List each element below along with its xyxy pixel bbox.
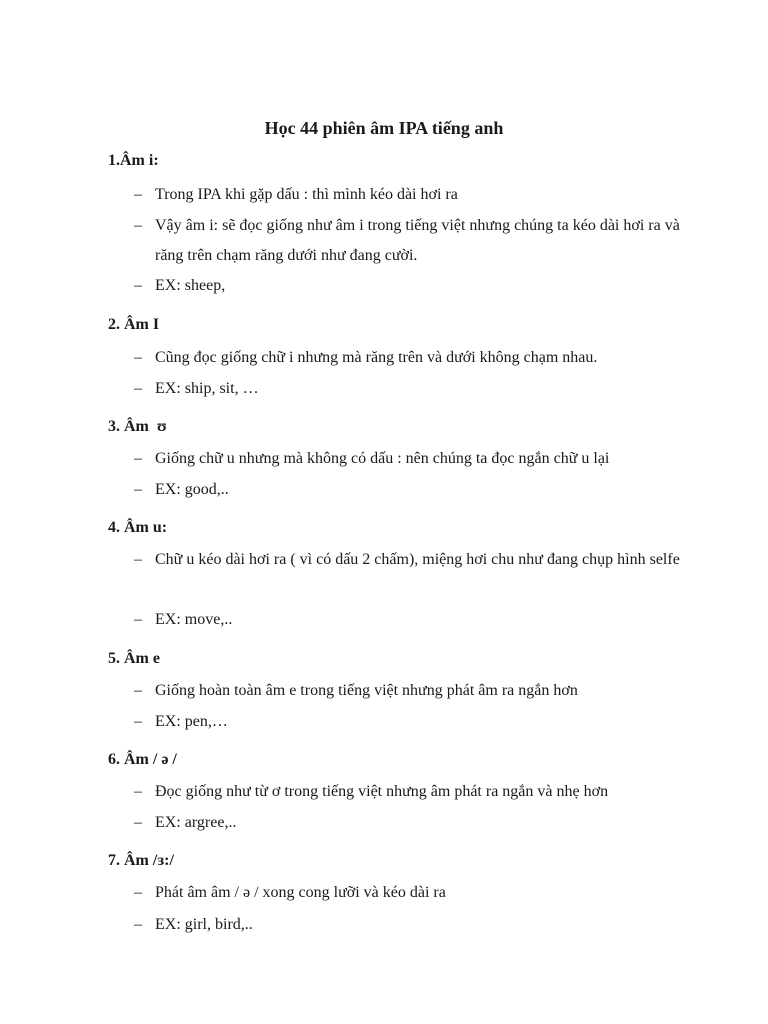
document-title: Học 44 phiên âm IPA tiếng anh (264, 118, 504, 138)
section-heading-3: 3. Âm ʊ (108, 418, 167, 435)
bullet-text: EX: ship, sit, … (155, 380, 259, 397)
bullet-text: EX: move,.. (155, 611, 233, 628)
dash-marker: – (134, 450, 142, 467)
bullet-item (134, 808, 694, 838)
section-heading-7: 7. Âm /ɜ:/ (108, 852, 174, 869)
bullet-item (134, 605, 694, 635)
dash-marker: – (134, 551, 142, 568)
bullet-item (134, 777, 694, 807)
bullet-text: Giống hoàn toàn âm e trong tiếng việt nhưng phát âm ra ngắn hơn (155, 682, 578, 699)
section-heading-5: 5. Âm e (108, 650, 160, 667)
bullet-item (134, 910, 694, 940)
bullet-text: EX: sheep, (155, 277, 226, 294)
dash-marker: – (134, 217, 142, 234)
dash-marker: – (134, 481, 142, 498)
bullet-item (134, 707, 694, 737)
dash-marker: – (134, 611, 142, 628)
bullet-text: EX: girl, bird,.. (155, 916, 253, 933)
dash-marker: – (134, 783, 142, 800)
bullet-text: EX: pen,… (155, 713, 228, 730)
bullet-item (134, 343, 694, 373)
bullet-item (134, 374, 694, 404)
bullet-text: Chữ u kéo dài hơi ra ( vì có dấu 2 chấm), miệng hơi chu như đang chụp hình selfe (155, 551, 680, 568)
bullet-item (134, 475, 694, 505)
bullet-text: Đọc giống như từ ơ trong tiếng việt nhưng âm phát ra ngắn và nhẹ hơn (155, 783, 609, 800)
dash-marker: – (134, 814, 142, 831)
bullet-item (134, 444, 694, 474)
section-heading-4: 4. Âm u: (108, 519, 168, 536)
bullet-item (134, 180, 694, 210)
bullet-text: EX: good,.. (155, 481, 229, 498)
section-heading-1: 1.Âm i: (108, 152, 159, 169)
bullet-item (134, 676, 694, 706)
bullet-text: Phát âm âm / ə / xong cong lưỡi và kéo dài ra (155, 884, 446, 901)
dash-marker: – (134, 277, 142, 294)
bullet-item (134, 545, 694, 575)
dash-marker: – (134, 682, 142, 699)
bullet-text: Cũng đọc giống chữ i nhưng mà răng trên và dưới không chạm nhau. (155, 349, 598, 366)
bullet-item (134, 271, 694, 301)
section-heading-2: 2. Âm I (108, 316, 160, 333)
section-heading-6: 6. Âm / ə / (108, 751, 177, 768)
bullet-text: Trong IPA khi gặp dấu : thì mình kéo dài hơi ra (155, 186, 458, 203)
dash-marker: – (134, 349, 142, 366)
dash-marker: – (134, 713, 142, 730)
dash-marker: – (134, 186, 142, 203)
dash-marker: – (134, 916, 142, 933)
dash-marker: – (134, 380, 142, 397)
bullet-item (134, 878, 694, 908)
dash-marker: – (134, 884, 142, 901)
bullet-text: Giống chữ u nhưng mà không có dấu : nên chúng ta đọc ngắn chữ u lại (155, 450, 610, 467)
bullet-item (134, 211, 694, 271)
bullet-text: Vậy âm i: sẽ đọc giống như âm i trong tiếng việt nhưng chúng ta kéo dài hơi ra và răng trên chạm răng dưới như đang cười. (155, 217, 680, 264)
bullet-text: EX: argree,.. (155, 814, 237, 831)
